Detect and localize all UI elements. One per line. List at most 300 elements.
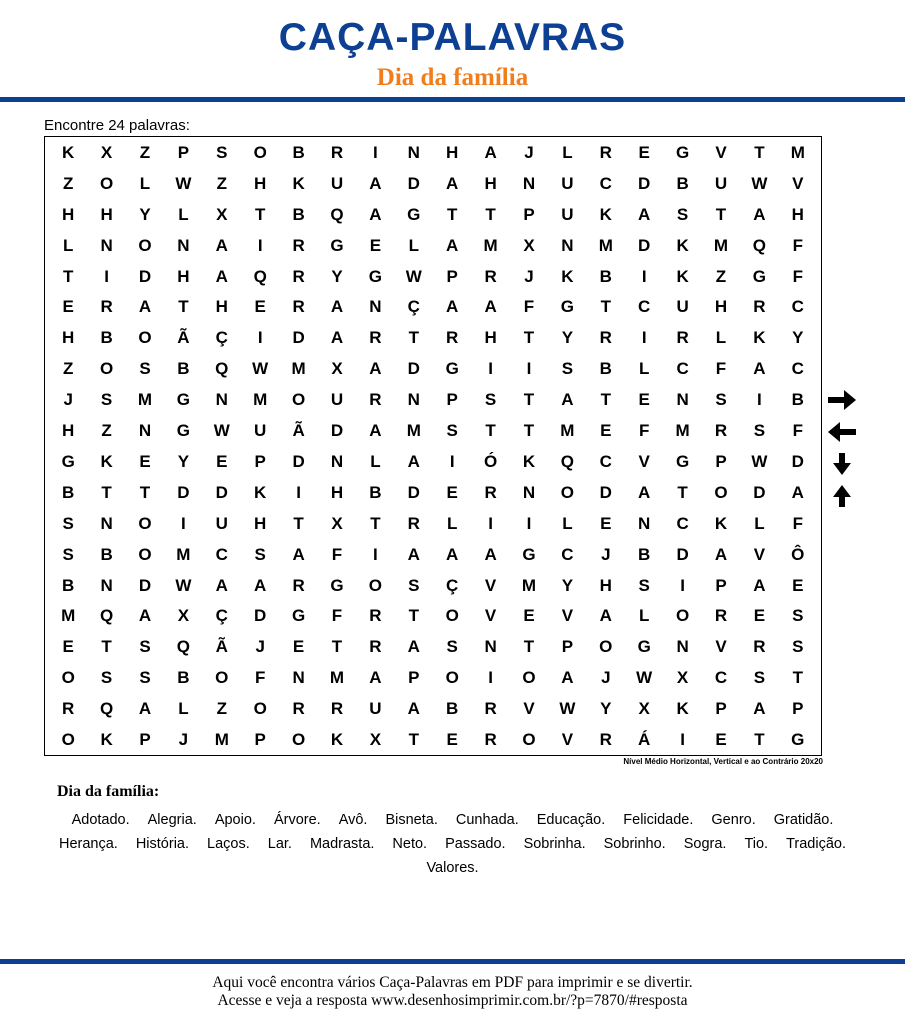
grid-cell: I (296, 482, 301, 502)
word-item: Laços. (207, 836, 250, 852)
grid-cell: M (713, 235, 729, 255)
grid-cell: B (446, 699, 459, 719)
grid-cell: A (638, 204, 651, 224)
grid-cell: U (330, 390, 344, 410)
grid-cell: L (447, 513, 458, 533)
grid-cell: W (175, 575, 192, 595)
word-item: Gratidão. (773, 812, 834, 828)
grid-cell: V (561, 730, 574, 750)
grid-cell: A (599, 606, 612, 626)
grid-cell: A (254, 575, 267, 595)
word-item: Valores. (426, 860, 479, 876)
grid-cell: U (561, 173, 574, 193)
grid-cell: X (216, 204, 228, 224)
grid-cell: F (715, 359, 727, 379)
grid-cell: Y (139, 204, 151, 224)
grid-cell: H (446, 142, 459, 162)
grid-cell: D (215, 482, 228, 502)
grid-cell: T (408, 328, 419, 348)
grid-cell: A (714, 544, 728, 564)
grid-cell: B (791, 390, 804, 410)
grid-cell: R (446, 328, 459, 348)
word-item: Genro. (711, 812, 756, 828)
grid-cell: N (676, 390, 689, 410)
grid-cell: I (488, 668, 493, 688)
arrow-right-icon (826, 388, 858, 412)
grid-cell: Z (216, 699, 227, 719)
grid-cell: T (101, 482, 112, 502)
grid-cell: V (638, 451, 650, 471)
grid-cell: E (292, 637, 305, 657)
grid-cell: T (792, 668, 803, 688)
grid-cell: O (138, 544, 152, 564)
grid-cell: L (754, 513, 765, 533)
grid-cell: A (369, 204, 382, 224)
grid-cell: R (599, 730, 612, 750)
grid-cell: U (254, 421, 267, 441)
grid-cell: U (330, 173, 344, 193)
grid-cell: R (292, 575, 305, 595)
grid-cell: G (176, 390, 190, 410)
grid-cell: L (178, 699, 189, 719)
grid-cell: Ç (215, 328, 228, 348)
grid-cell: Ô (791, 544, 805, 564)
grid-cell: K (753, 328, 766, 348)
grid-cell: D (599, 482, 612, 502)
grid-cell: I (680, 730, 685, 750)
grid-cell: D (407, 482, 420, 502)
grid-cell: W (751, 451, 768, 471)
word-item: Tradição. (786, 836, 846, 852)
grid-cell: A (369, 359, 382, 379)
grid-cell: O (215, 668, 229, 688)
grid-cell: A (330, 328, 344, 348)
grid-cell: R (330, 699, 344, 719)
grid-cell: U (215, 513, 228, 533)
grid-cell: E (62, 297, 74, 317)
grid-cell: M (61, 606, 76, 626)
grid-cell: B (100, 544, 113, 564)
grid-cell: N (100, 575, 113, 595)
grid-cell: R (484, 699, 497, 719)
grid-cell: D (177, 482, 190, 502)
grid-cell: F (331, 606, 343, 626)
grid-cell: D (407, 173, 420, 193)
grid-cell: C (638, 297, 651, 317)
grid-cell: S (561, 359, 574, 379)
grid-cell: G (330, 575, 344, 595)
grid-cell: B (62, 575, 75, 595)
grid-cell: E (638, 142, 650, 162)
grid-cell: U (714, 173, 728, 193)
grid-cell: G (291, 606, 306, 626)
grid-cell: S (753, 668, 766, 688)
grid-cell: X (177, 606, 190, 626)
grid-cell: G (176, 421, 190, 441)
grid-cell: A (407, 637, 420, 657)
grid-cell: K (254, 482, 267, 502)
grid-cell: K (100, 730, 113, 750)
grid-cell: G (522, 544, 536, 564)
grid-cell: R (484, 730, 497, 750)
grid-cell: N (407, 390, 420, 410)
grid-cell: B (62, 482, 75, 502)
grid-cell: A (484, 297, 497, 317)
grid-cell: K (292, 173, 305, 193)
grid-cell: K (561, 266, 574, 286)
grid-cell: N (215, 390, 228, 410)
grid-cell: O (291, 390, 306, 410)
grid-cell: Ç (407, 297, 420, 317)
grid-cell: M (137, 390, 153, 410)
grid-cell: J (524, 142, 534, 162)
grid-cell: R (599, 328, 612, 348)
grid-cell: S (676, 204, 689, 224)
grid-cell: B (369, 482, 382, 502)
grid-cell: S (62, 544, 74, 564)
grid-cell: E (523, 606, 535, 626)
grid-cell: I (104, 266, 109, 286)
grid-cell: D (638, 173, 651, 193)
grid-cell: A (561, 668, 574, 688)
grid-cell: O (368, 575, 382, 595)
word-item: Avô. (338, 812, 368, 828)
grid-cell: I (181, 513, 186, 533)
grid-cell: T (600, 390, 611, 410)
grid-cell: K (676, 235, 689, 255)
grid-cell: I (526, 513, 532, 533)
grid-cell: A (484, 544, 497, 564)
grid-cell: D (138, 575, 152, 595)
grid-cell: P (523, 204, 535, 224)
grid-cell: K (676, 699, 689, 719)
grid-cell: A (330, 297, 344, 317)
grid-cell: G (407, 204, 421, 224)
grid-cell: S (254, 544, 266, 564)
grid-cell: T (408, 606, 419, 626)
grid-cell: T (715, 204, 727, 224)
grid-cell: V (715, 637, 727, 657)
grid-cell: D (676, 544, 689, 564)
grid-cell: D (791, 451, 804, 471)
grid-cell: C (676, 359, 689, 379)
grid-cell: X (676, 668, 689, 688)
top-divider (0, 97, 905, 102)
grid-cell: B (292, 204, 305, 224)
grid-cell: B (638, 544, 651, 564)
grid-cell: T (178, 297, 189, 317)
page-title: CAÇA-PALAVRAS (278, 16, 627, 59)
grid-cell: A (561, 390, 574, 410)
grid-cell: I (257, 328, 263, 348)
grid-cell: E (715, 730, 727, 750)
grid-cell: R (753, 637, 766, 657)
grid-cell: F (792, 421, 803, 441)
grid-cell: P (254, 451, 266, 471)
grid-cell: G (560, 297, 574, 317)
grid-cell: P (715, 699, 727, 719)
grid-cell: A (215, 235, 228, 255)
word-list-heading: Dia da família: (57, 783, 160, 800)
grid-cell: V (484, 606, 497, 626)
word-item: História. (135, 836, 190, 852)
instruction-text: Encontre 24 palavras: (44, 117, 190, 134)
grid-cell: E (600, 513, 612, 533)
grid-cell: G (445, 359, 459, 379)
grid-cell: S (62, 513, 74, 533)
grid-cell: A (753, 204, 766, 224)
grid-cell: E (446, 730, 458, 750)
grid-cell: C (215, 544, 228, 564)
grid-cell: Q (215, 359, 229, 379)
grid-cell: O (138, 513, 152, 533)
grid-cell: H (484, 173, 497, 193)
grid-cell: T (485, 204, 496, 224)
grid-cell: Ã (292, 421, 305, 441)
grid-cell: O (599, 637, 613, 657)
grid-cell: U (561, 204, 574, 224)
grid-cell: I (373, 544, 378, 564)
grid-cell: V (792, 173, 804, 193)
grid-cell: L (639, 359, 650, 379)
grid-cell: H (484, 328, 497, 348)
arrow-up-icon (826, 484, 858, 508)
grid-cell: T (523, 328, 535, 348)
grid-cell: R (292, 266, 305, 286)
grid-cell: O (445, 668, 459, 688)
grid-cell: P (715, 451, 727, 471)
grid-cell: I (488, 513, 493, 533)
grid-cell: R (369, 328, 382, 348)
grid-cell: Ó (483, 451, 498, 471)
grid-cell: A (407, 699, 420, 719)
grid-cell: O (522, 730, 536, 750)
grid-cell: O (99, 173, 114, 193)
grid-cell: Y (331, 266, 343, 286)
word-item: Passado. (445, 836, 506, 852)
grid-cell: N (522, 482, 536, 502)
grid-cell: T (523, 390, 535, 410)
grid-cell: T (370, 513, 381, 533)
grid-cell: O (560, 482, 574, 502)
grid-cell: F (639, 421, 650, 441)
grid-cell: N (330, 451, 344, 471)
grid-cell: P (177, 142, 190, 162)
grid-cell: R (369, 390, 382, 410)
grid-cell: Y (561, 575, 574, 595)
grid-cell: V (523, 699, 535, 719)
grid-cell: H (254, 173, 267, 193)
grid-cell: I (641, 266, 647, 286)
grid-cell: K (330, 730, 344, 750)
word-item: Madrasta. (309, 836, 375, 852)
grid-cell: Q (752, 235, 766, 255)
grid-cell: M (329, 668, 345, 688)
grid-cell: X (369, 730, 382, 750)
grid-cell: M (598, 235, 613, 255)
grid-cell: H (791, 204, 804, 224)
grid-cell: I (680, 575, 685, 595)
word-item: Tio. (744, 836, 769, 852)
grid-cell: M (675, 421, 690, 441)
grid-cell: J (524, 266, 534, 286)
grid-cell: G (791, 730, 805, 750)
grid-cell: K (599, 204, 612, 224)
grid-cell: A (215, 266, 228, 286)
grid-cell: M (560, 421, 575, 441)
grid-cell: R (292, 235, 305, 255)
grid-cell: A (369, 668, 382, 688)
grid-cell: R (330, 142, 344, 162)
grid-cell: S (792, 637, 804, 657)
grid-cell: R (484, 266, 497, 286)
grid-cell: F (792, 513, 803, 533)
level-note: Nível Médio Horizontal, Vertical e ao Contrário 20x20 (623, 757, 823, 766)
grid-cell: Z (63, 359, 74, 379)
grid-cell: A (638, 482, 651, 502)
grid-cell: H (62, 204, 75, 224)
grid-cell: P (408, 668, 420, 688)
grid-cell: Y (600, 699, 612, 719)
grid-cell: T (447, 204, 458, 224)
grid-cell: H (330, 482, 344, 502)
grid-cell: A (407, 451, 420, 471)
grid-cell: N (638, 513, 651, 533)
grid-cell: V (484, 575, 497, 595)
grid-cell: C (791, 297, 804, 317)
arrow-down-icon (826, 452, 858, 476)
word-item: Árvore. (273, 812, 321, 828)
grid-cell: B (177, 359, 190, 379)
grid-cell: L (139, 173, 151, 193)
grid-cell: E (600, 421, 612, 441)
grid-cell: A (446, 297, 459, 317)
grid-cell: Z (101, 421, 112, 441)
grid-cell: N (484, 637, 497, 657)
word-item: Adotado. (71, 812, 130, 828)
grid-cell: P (446, 266, 458, 286)
grid-cell: Z (139, 142, 151, 162)
grid-cell: Z (715, 266, 727, 286)
grid-cell: H (254, 513, 267, 533)
grid-cell: N (100, 513, 113, 533)
grid-cell: A (292, 544, 305, 564)
word-item: Sobrinho. (603, 836, 666, 852)
grid-cell: P (715, 575, 727, 595)
grid-cell: S (715, 390, 727, 410)
word-item: Neto. (392, 836, 428, 852)
word-item: Sogra. (683, 836, 727, 852)
grid-cell: M (406, 421, 421, 441)
grid-cell: B (100, 328, 113, 348)
grid-cell: N (561, 235, 574, 255)
grid-cell: M (214, 730, 229, 750)
grid-cell: J (601, 668, 611, 688)
grid-cell: L (178, 204, 189, 224)
grid-cell: U (369, 699, 382, 719)
grid-cell: P (561, 637, 574, 657)
grid-cell: W (252, 359, 269, 379)
grid-cell: G (675, 451, 690, 471)
grid-cell: N (522, 173, 536, 193)
grid-cell: R (292, 297, 305, 317)
grid-cell: P (446, 390, 458, 410)
grid-cell: Q (560, 451, 574, 471)
grid-cell: S (216, 142, 228, 162)
grid-cell: S (408, 575, 420, 595)
grid-cell: H (177, 266, 190, 286)
grid-cell: M (483, 235, 498, 255)
grid-cell: A (484, 142, 497, 162)
grid-cell: M (176, 544, 191, 564)
grid-cell: F (523, 297, 535, 317)
grid-cell: A (753, 699, 766, 719)
grid-cell: O (445, 606, 459, 626)
grid-cell: T (523, 637, 535, 657)
grid-cell: H (62, 421, 75, 441)
grid-cell: I (257, 235, 263, 255)
grid-cell: K (522, 451, 536, 471)
grid-cell: S (446, 421, 458, 441)
grid-cell: K (676, 266, 689, 286)
grid-cell: N (138, 421, 152, 441)
word-list (40, 808, 865, 880)
grid-cell: S (139, 637, 151, 657)
grid-cell: L (715, 328, 727, 348)
grid-cell: I (526, 359, 532, 379)
grid-cell: O (522, 668, 536, 688)
grid-cell: S (753, 421, 766, 441)
grid-cell: H (215, 297, 228, 317)
grid-cell: U (676, 297, 689, 317)
grid-cell: E (446, 482, 458, 502)
grid-cell: T (293, 513, 304, 533)
grid-cell: M (253, 390, 268, 410)
grid-cell: R (369, 637, 382, 657)
grid-cell: E (638, 390, 650, 410)
grid-cell: I (488, 359, 493, 379)
grid-cell: O (675, 606, 690, 626)
grid-cell: J (63, 390, 73, 410)
grid-cell: A (369, 173, 382, 193)
grid-cell: O (291, 730, 306, 750)
grid-cell: K (62, 142, 75, 162)
grid-cell: C (599, 173, 612, 193)
grid-cell: Ã (177, 328, 190, 348)
grid-cell: A (138, 606, 152, 626)
grid-cell: A (753, 359, 766, 379)
grid-cell: Q (99, 606, 114, 626)
grid-cell: S (100, 390, 113, 410)
grid-cell: G (330, 235, 344, 255)
word-item: Apoio. (214, 812, 256, 828)
grid-cell: P (254, 730, 266, 750)
grid-cell: G (752, 266, 766, 286)
grid-cell: X (638, 699, 650, 719)
grid-cell: C (599, 451, 612, 471)
grid-cell: R (753, 297, 766, 317)
grid-cell: A (138, 699, 152, 719)
grid-cell: W (405, 266, 422, 286)
grid-cell: D (138, 266, 152, 286)
grid-cell: R (62, 699, 75, 719)
grid-cell: W (175, 173, 192, 193)
grid-cell: O (138, 235, 152, 255)
footer-line-2: Acesse e veja a resposta www.desenhosimprimir.com.br/?p=7870/#resposta (217, 992, 688, 1009)
letter-grid (44, 136, 822, 756)
grid-cell: H (100, 204, 113, 224)
grid-cell: Z (63, 173, 74, 193)
